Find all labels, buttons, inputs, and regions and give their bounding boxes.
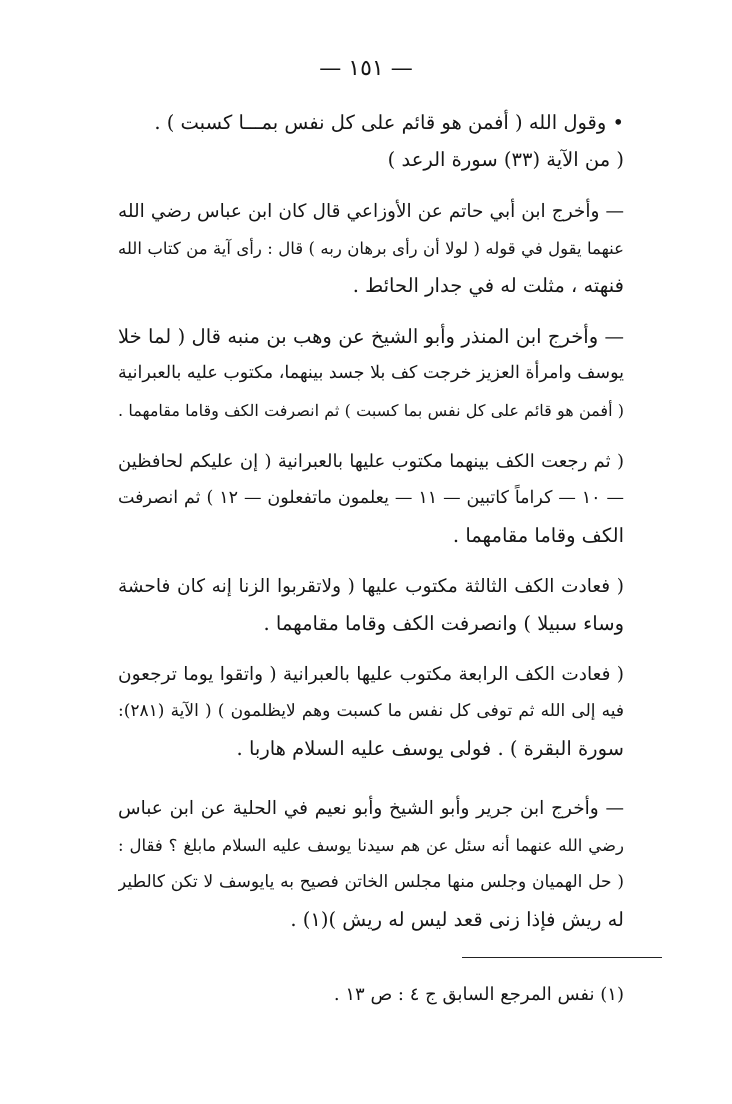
text-line: الكف وقاما مقامهما . <box>452 524 624 547</box>
paragraph-second-hand <box>118 443 624 554</box>
footnote-divider <box>462 957 662 958</box>
text-line: له ريش فإذا زنى قعد ليس له ريش )(١) . <box>290 908 624 931</box>
text-line: — وأخرج ابن جرير وأبو الشيخ وأبو نعيم في الحلية عن ابن عباس <box>118 798 624 819</box>
paragraph-third-hand <box>118 568 624 642</box>
page-number: — ١٥١ — <box>319 56 413 81</box>
paragraph-fourth-hand <box>118 656 624 767</box>
text-line: ( من الآية (٣٣) سورة الرعد ) <box>387 148 624 171</box>
text-line: عنهما يقول في قوله ( لولا أن رأى برهان ربه ) قال : رأى آية من كتاب الله <box>118 239 624 258</box>
text-line: فيه إلى الله ثم توفى كل نفس ما كسبت وهم لايظلمون ) ( الآية (٢٨١): <box>118 701 624 721</box>
text-line: ( فعادت الكف الثالثة مكتوب عليها ( ولاتقربوا الزنا إنه كان فاحشة <box>118 576 624 597</box>
text-line: ( أفمن هو قائم على كل نفس بما كسبت ) ثم انصرفت الكف وقاما مقامهما . <box>118 401 624 420</box>
text-line: سورة البقرة ) . فولى يوسف عليه السلام هاربا . <box>236 737 624 760</box>
text-line: وساء سبيلا ) وانصرفت الكف وقاما مقامهما . <box>263 612 624 635</box>
text-line: يوسف وامرأة العزيز خرجت كف بلا جسد بينهما، مكتوب عليه بالعبرانية <box>118 363 624 383</box>
paragraph-ibn-al-mundhir <box>118 318 624 429</box>
text-line: • وقول الله ( أفمن هو قائم على كل نفس بمـــا كسبت ) . <box>154 111 624 134</box>
paragraph-ibn-abi-hatim <box>118 193 624 304</box>
text-line: ( فعادت الكف الرابعة مكتوب عليها بالعبرانية ( واتقوا يوما ترجعون <box>118 664 624 685</box>
text-line: ( حل الهميان وجلس منها مجلس الخاتن فصيح به يايوسف لا تكن كالطير <box>118 872 624 892</box>
text-line: — ١٠ — كراماً كاتبين — ١١ — يعلمون ماتفعلون — ١٢ ) ثم انصرفت <box>118 488 624 508</box>
text-line: رضي الله عنهما أنه سئل عن هم سيدنا يوسف عليه السلام مابلغ ؟ فقال : <box>118 836 624 855</box>
text-line: — وأخرج ابن أبي حاتم عن الأوزاعي قال كان ابن عباس رضي الله <box>118 201 624 222</box>
footnote: (١) نفس المرجع السابق ج ٤ : ص ١٣ . <box>333 984 624 1005</box>
text-line: — وأخرج ابن المنذر وأبو الشيخ عن وهب بن منبه قال ( لما خلا <box>118 325 624 348</box>
paragraph-quran-ayah <box>118 104 624 178</box>
text-line: فنهته ، مثلت له في جدار الحائط . <box>352 274 624 297</box>
text-line: ( ثم رجعت الكف بينهما مكتوب عليها بالعبرانية ( إن عليكم لحافظين <box>118 451 624 472</box>
paragraph-ibn-jarir <box>118 790 624 938</box>
